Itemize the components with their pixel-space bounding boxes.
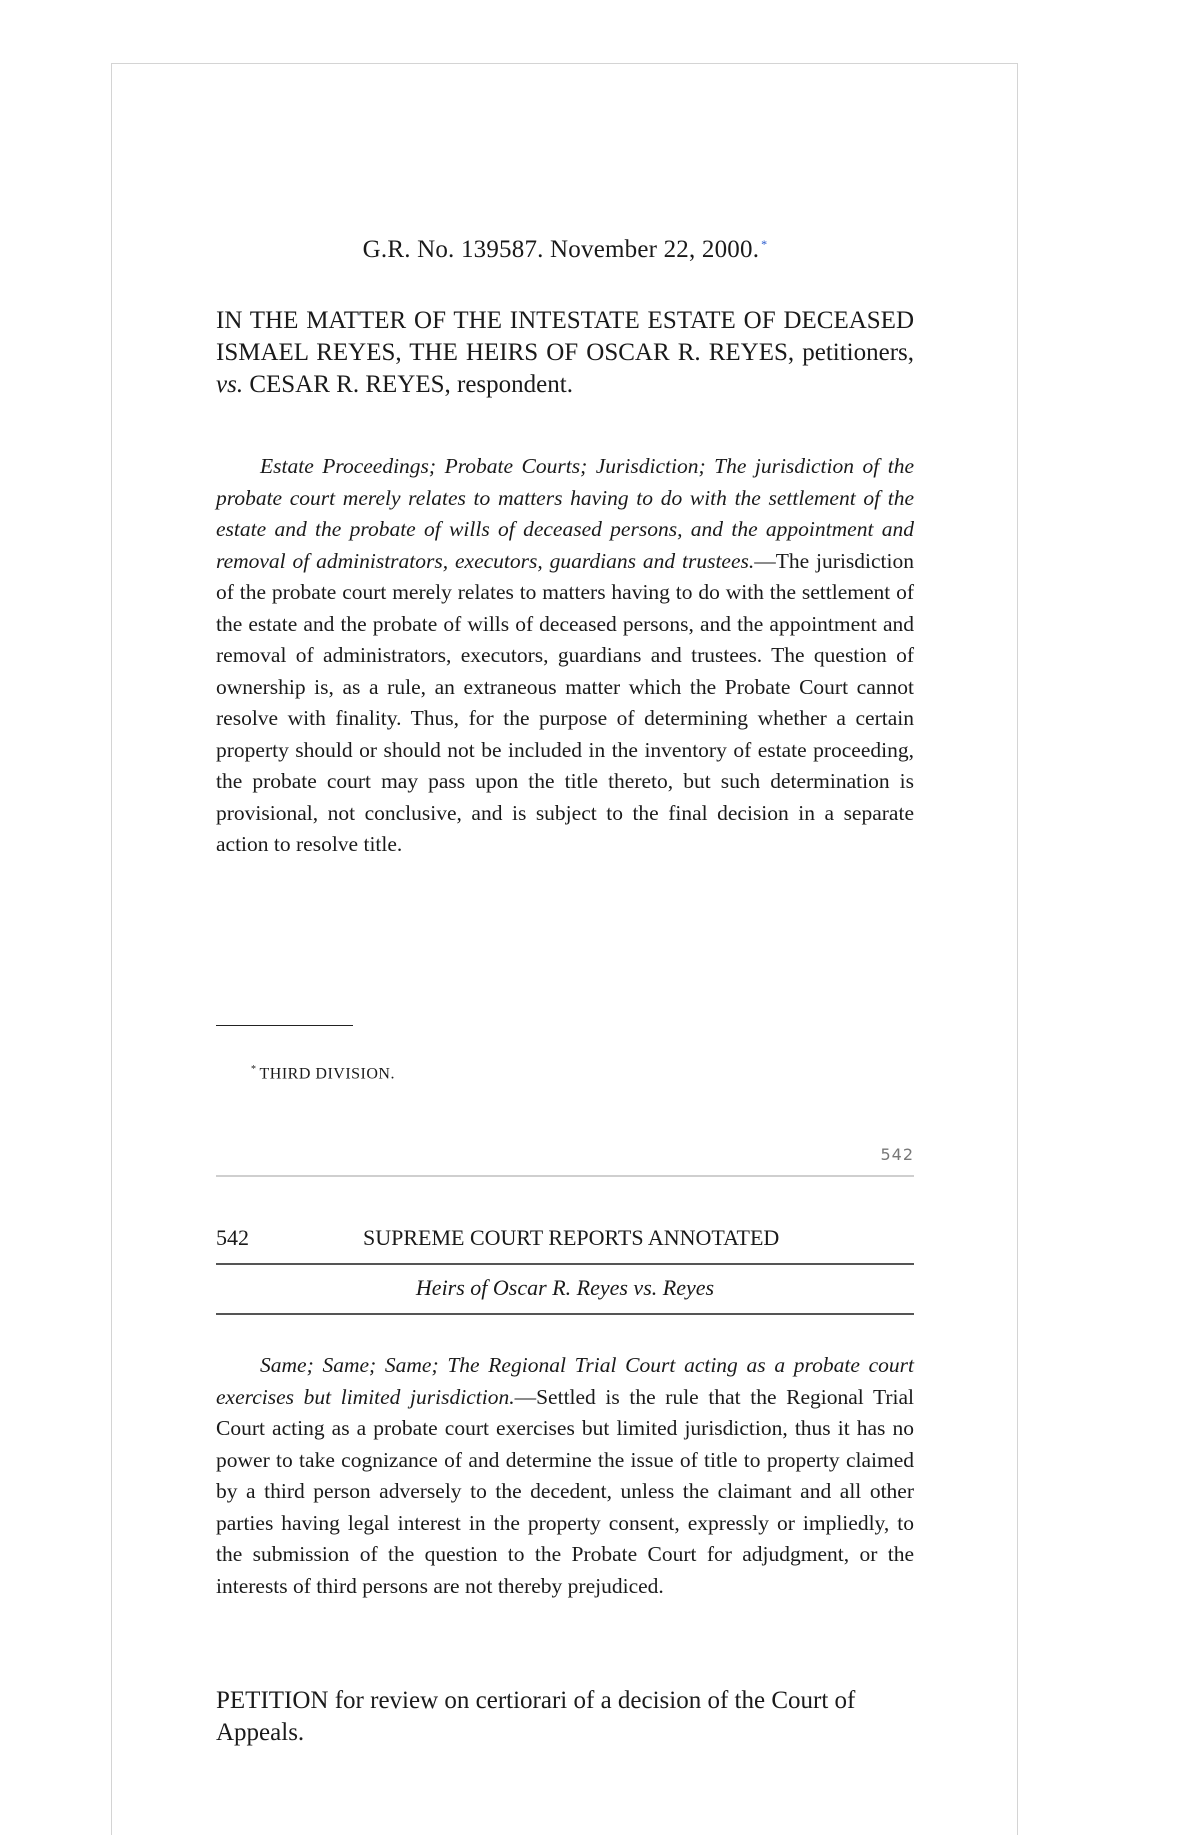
petition-statement: PETITION for review on certiorari of a decision of the Court of Appeals. [216, 1687, 856, 1746]
syllabus-1-body: —The jurisdiction of the probate court merely relates to matters having to do with the settlement of the estate and the probate of wills of deceased persons, and the appointment and removal of administrators, executors, guardians and trustees. The question of ownership is, as a rule, an extraneous matter which the Probate Court cannot resolve with finality. Thus, for the purpose of determining whether a certain property should or should not be included in the inventory of estate proceeding, the probate court may pass upon the title thereto, but such determination is provisional, not conclusive, and is subject to the final decision in a separate action to resolve title. [216, 548, 914, 856]
footnote-marker: * [251, 1064, 257, 1075]
case-title [216, 305, 914, 401]
footnote-text: THIRD DIVISION. [259, 1065, 395, 1083]
case-title-vs: vs. [216, 371, 244, 398]
running-header-title: SUPREME COURT REPORTS ANNOTATED [363, 1225, 780, 1250]
gr-number-text: G.R. No. 139587. November 22, 2000. [362, 236, 760, 263]
case-gr-number [216, 236, 914, 264]
header-rule-bottom [216, 1313, 914, 1315]
header-rule-top [216, 1263, 914, 1265]
footnote [251, 1064, 395, 1083]
page-break-divider [216, 1175, 914, 1177]
case-title-part1: IN THE MATTER OF THE INTESTATE ESTATE OF DECEASED ISMAEL REYES, THE HEIRS OF OSCAR R. REYES, petitioners, [216, 307, 914, 366]
page-number-marker: 542 [880, 1145, 914, 1164]
syllabus-1-keywords: Estate Proceedings; Probate Courts; Jurisdiction; The jurisdiction of the probate court merely relates to matters having to do with the settlement of the estate and the probate of wills of deceased persons, and the appointment and removal of administrators, executors, guardians and trustees. [216, 454, 914, 573]
syllabus-paragraph-2 [216, 1350, 914, 1602]
footnote-rule [216, 1025, 353, 1026]
gr-footnote-marker[interactable]: * [761, 236, 768, 251]
syllabus-paragraph-1 [216, 451, 914, 861]
syllabus-2-body: —Settled is the rule that the Regional Trial Court acting as a probate court exercises but limited jurisdiction, thus it has no power to take cognizance of and determine the issue of title to property claimed by a third person adversely to the decedent, unless the claimant and all other parties having legal interest in the property consent, expressly or impliedly, to the submission of the question to the Probate Court for adjudgment, or the interests of third persons are not thereby prejudiced. [216, 1384, 915, 1598]
case-title-part2: CESAR R. REYES, respondent. [243, 371, 573, 398]
running-header-subtitle: Heirs of Oscar R. Reyes vs. Reyes [415, 1275, 715, 1300]
running-header-page: 542 [216, 1225, 249, 1250]
syllabus-2-keywords: Same; Same; Same; The Regional Trial Court acting as a probate court exercises but limited jurisdiction. [216, 1353, 914, 1409]
